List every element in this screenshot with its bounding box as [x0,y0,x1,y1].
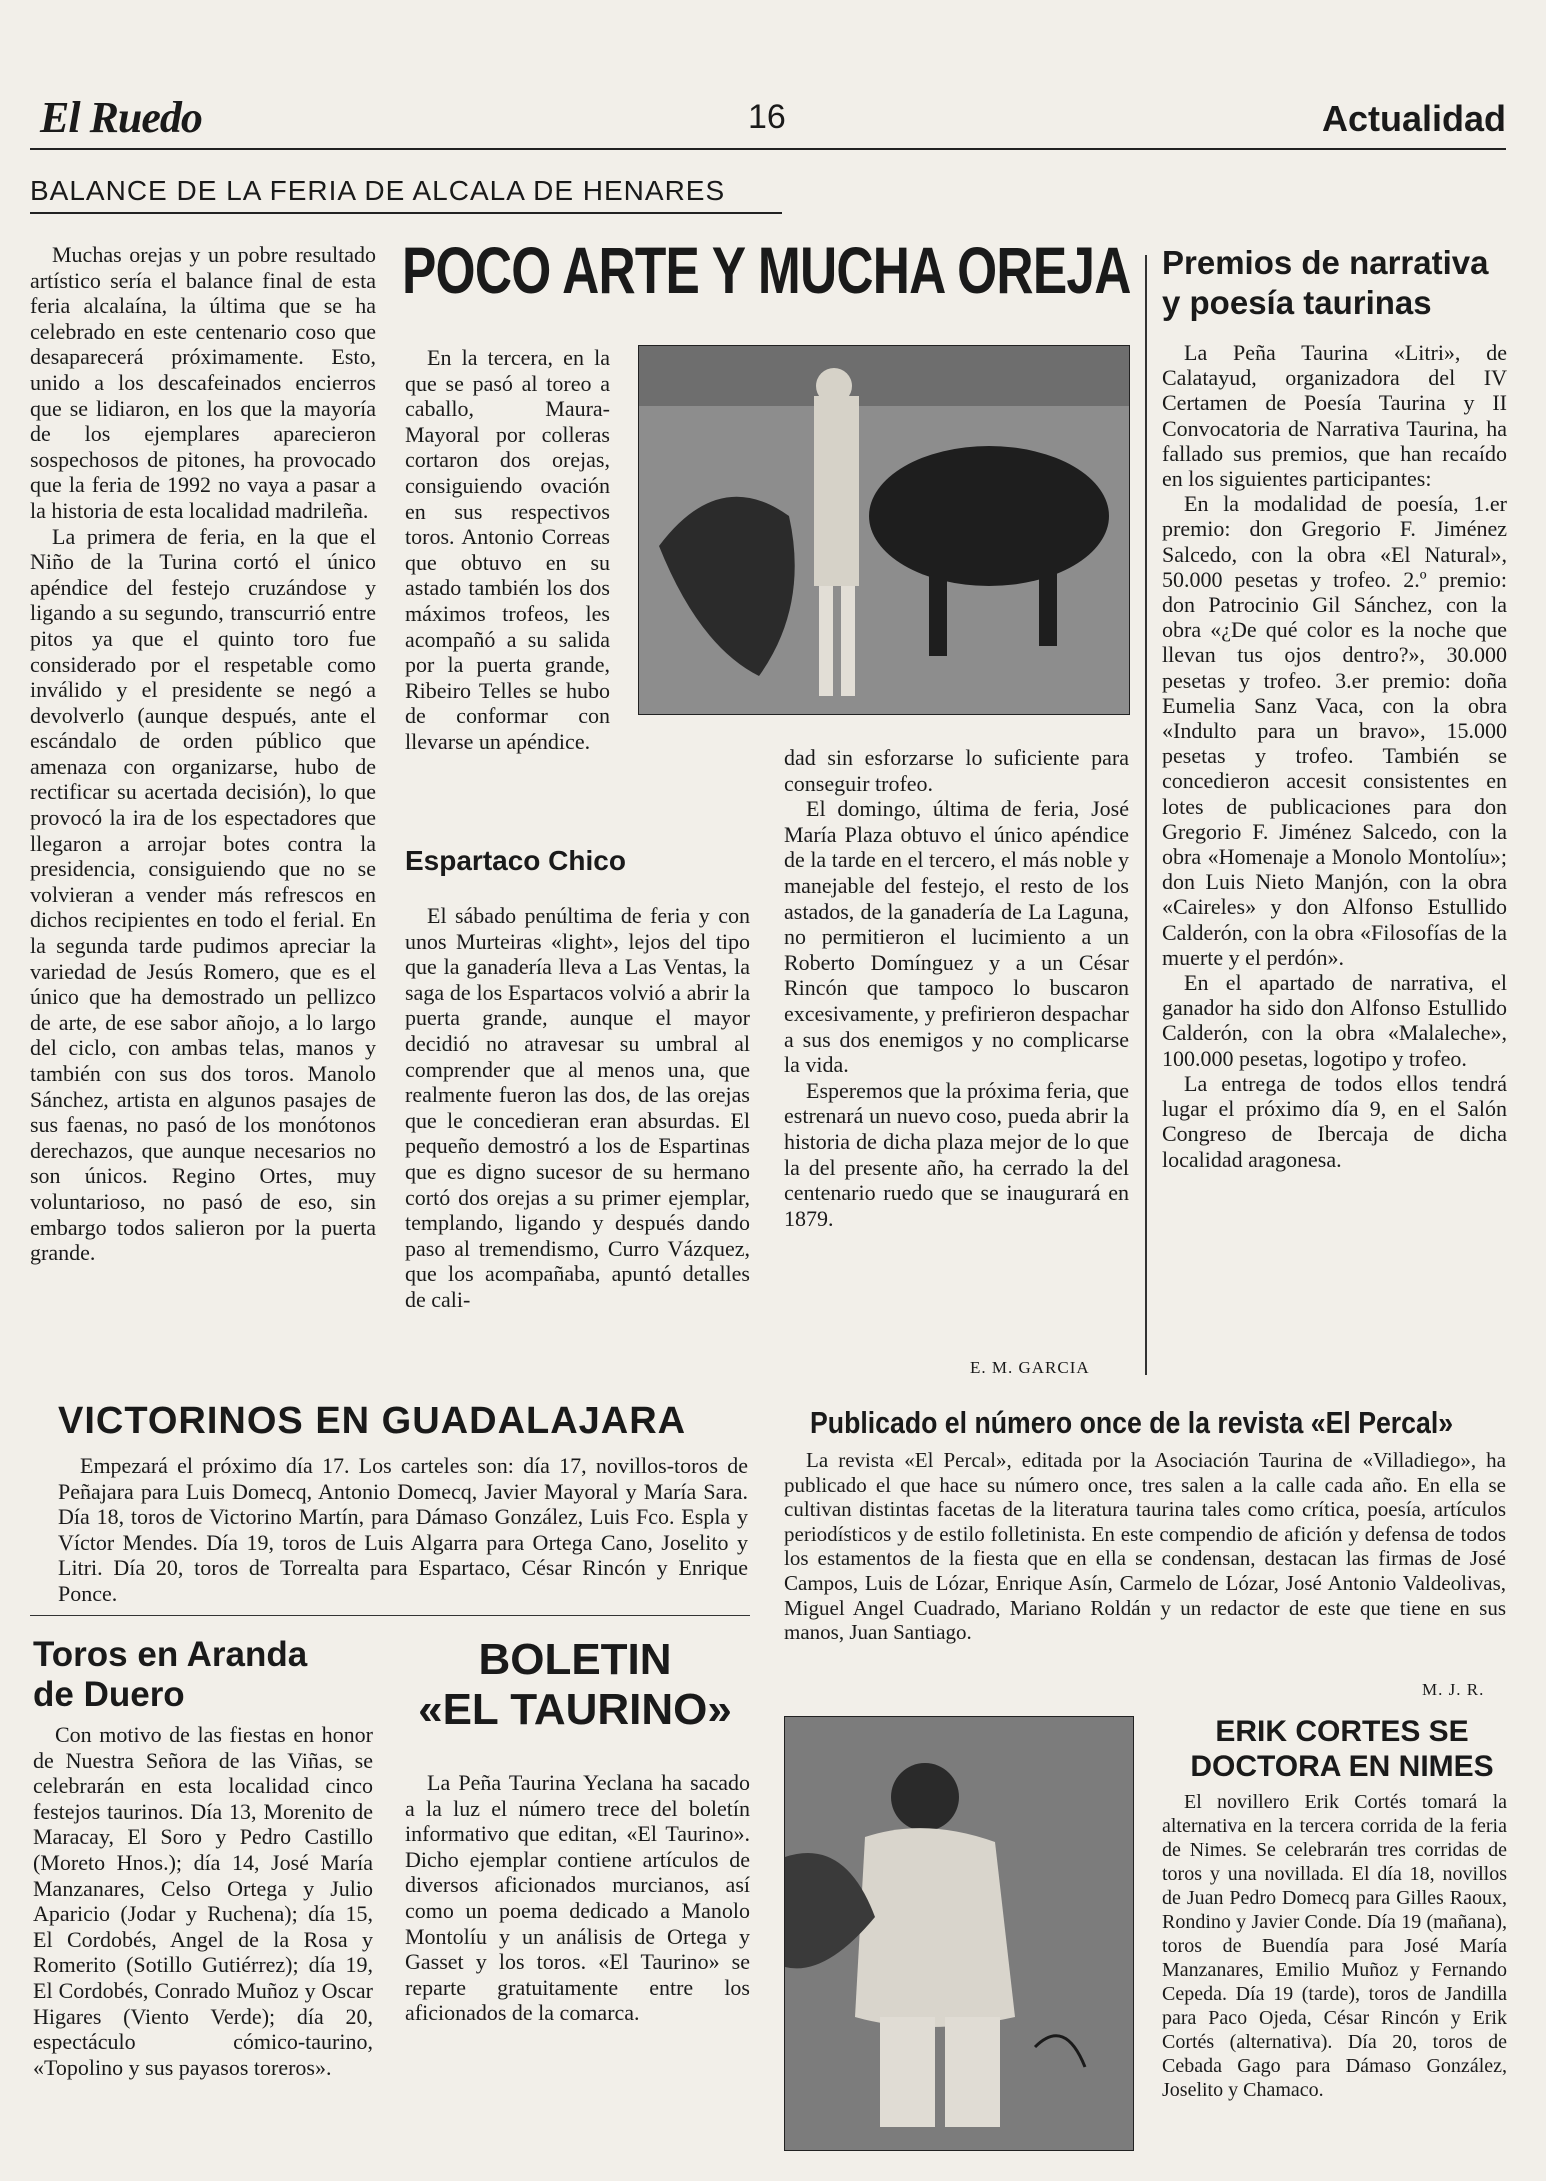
boletin-body [405,1770,750,2026]
paragraph: Muchas orejas y un pobre resultado artístico sería el balance final de esta feria alcalaína, la última que se ha celebrado en este centenario coso que desaparecerá próximamente. Esto, unido a los descafeinados encierros que se lidiaron, en los que la mayoría de los ejemplares aparecieron sospechosos de pitones, ha provocado que la feria de 1992 no vaya a pasar a la historia de esta localidad madrileña. [30,242,376,523]
erik-body [1162,1790,1507,2102]
paragraph: En la tercera, en la que se pasó al toreo a caballo, Maura-Mayoral por colleras cortaron dos orejas, consiguiendo ovación en sus respectivos toros. Antonio Correas que obtuvo en su astado también los dos máximos trofeos, les acompañó a su salida por la puerta grande, Ribeiro Telles se hubo de conformar con llevarse un apéndice. [405,345,610,754]
header-rule [30,148,1506,150]
boletin-headline-line2: «EL TAURINO» [418,1685,732,1734]
torero-illustration [785,1717,1133,2150]
percal-headline: Publicado el número once de la revista «El Percal» [810,1405,1454,1440]
aranda-body [33,1722,373,2080]
erik-headline-line2: DOCTORA EN NIMES [1190,1750,1494,1783]
byline: E. M. GARCIA [970,1358,1090,1377]
kicker-rule [30,212,782,214]
paragraph: La Peña Taurina «Litri», de Calatayud, organizadora del IV Certamen de Poesía Taurina y II Convocatoria de Narrativa Taurina, ha fallado sus premios, que han recaído en los siguientes participantes: [1162,340,1507,492]
paragraph: El sábado penúltima de feria y con unos Murteiras «light», lejos del tipo que la ganadería lleva a Las Ventas, la saga de los Espartacos volvió a abrir la puerta grande, aunque el mayor decidió no atravesar su umbral al comprender que al menos una, que realmente fueron las dos, de las orejas que le concedieran eran absurdas. El pequeño demostró a los de Espartinas que es digno sucesor de su hermano cortó dos orejas a su primer ejemplar, templando, ligando y después dando paso al tremendismo, Curro Vázquez, que los acompañaba, apuntó detalles de cali- [405,903,750,1312]
main-headline: POCO ARTE Y MUCHA OREJA [402,233,1131,307]
paragraph: El domingo, última de feria, José María Plaza obtuvo el único apéndice de la tarde en el tercero, el más noble y manejable del festejo, el resto de los astados, de la ganadería de La Laguna, no permitieron el lucimiento a un Roberto Domínguez y a un César Rincón que tampoco lo buscaron excesivamente, y prefirieron despachar a sus dos enemigos y no complicarse la vida. [784,796,1129,1078]
paragraph: La entrega de todos ellos tendrá lugar el próximo día 9, en el Salón Congreso de Ibercaja de dicha localidad aragonesa. [1162,1070,1507,1172]
bullfight-illustration [639,346,1129,714]
premios-headline [1162,243,1522,323]
paragraph: Empezará el próximo día 17. Los carteles son: día 17, novillos-toros de Peñajara para Luis Domecq, Antonio Domecq, Javier Mayoral y María Sara. Día 18, toros de Victorino Martín, para Dámaso González, Luis Fco. Espla y Víctor Mendes. Día 19, toros de Luis Algarra para Ortega Cano, Joselito y Litri. Día 20, toros de Torrealta para Espartaco, César Rincón y Enrique Ponce. [58,1453,748,1606]
victorinos-headline: VICTORINOS EN GUADALAJARA [58,1400,687,1442]
article-kicker: BALANCE DE LA FERIA DE ALCALA DE HENARES [30,175,726,206]
subhead-espartaco: Espartaco Chico [405,845,626,876]
paragraph: El novillero Erik Cortés tomará la alternativa en la tercera corrida de la feria de Nimes. Se celebrarán tres corridas de toros y una novillada. El día 18, novillos de Juan Pedro Domecq para Gilles Raoux, Rondino y Javier Conde. Día 19 (mañana), toros de Buendía para José María Manzanares, Emilio Muñoz y Fernando Cepeda. Día 19 (tarde), toros de Jandilla para Paco Ojeda, César Rincón y Erik Cortés (alternativa). Día 20, toros de Cebada Gago para Dámaso González, Joselito y Chamaco. [1162,1791,1507,2101]
aranda-headline-line1: Toros en Aranda [33,1635,308,1674]
victorinos-body [58,1453,748,1607]
masthead-logo: El Ruedo [40,93,202,142]
page-number: 16 [748,98,786,136]
bullfight-photo [638,345,1130,715]
paragraph: En la modalidad de poesía, 1.er premio: don Gregorio F. Jiménez Salcedo, con la obra «El Natural», 50.000 pesetas y trofeo. 2.º premio: don Patrocinio Gil Sánchez, con la obra «¿De qué color es la noche que llevan tus ojos dentro?», 30.000 pesetas y trofeo. 3.er premio: doña Eumelia Sanz Vaca, con la obra «Indulto para un bravo», 15.000 pesetas y trofeo. También se concedieron accesit consistentes en lotes de publicaciones para don Gregorio F. Jiménez Salcedo, con la obra «Homenaje a Monolo Montolíu»; don Luis Nieto Manjón, con la obra «Caireles» y don Alfonso Estullido Calderón, con la obra «Filosofías de la muerte y el perdón». [1162,491,1507,970]
paragraph: La revista «El Percal», editada por la Asociación Taurina de «Villadiego», ha publicado el que hace su número once, tres salen a la calle cada año. En ella se cultivan distintas facetas de la literatura taurina tales como crítica, poesía, artículos periodísticos y de estilo folletinista. En este compendio de afición y defensa de todos los estamentos de la fiesta que en ella se condensan, destacan las firmas de José Campos, Luis de Lózar, Enrique Asín, Carmelo de Lózar, José Antonio Valdeolivas, Miguel Angel Cuadrado, Mariano Roldán y un redactor de este que tiene en sus manos, Juan Santiago. [784,1448,1506,1645]
paragraph: dad sin esforzarse lo suficiente para conseguir trofeo. [784,745,1129,796]
erik-headline-line1: ERIK CORTES SE [1215,1715,1469,1748]
main-article-col1 [30,242,376,1266]
percal-byline: M. J. R. [1422,1680,1485,1699]
premios-headline-line1: Premios de narrativa [1162,244,1489,281]
paragraph: Esperemos que la próxima feria, que estrenará un nuevo coso, pueda abrir la historia de dicha plaza mejor de lo que la del presente año, ha cerrado la del centenario ruedo que se inaugurará en 1879. [784,1077,1129,1231]
main-article-col2a [405,345,610,755]
torero-photo [784,1716,1134,2151]
paragraph: La primera de feria, en la que el Niño de la Turina cortó el único apéndice del festejo cruzándose y ligando a su segundo, transcurrió entre pitos ya que el quinto toro fue considerado por el respetable como inválido y el presidente se negó a devolverlo (aunque después, ante el escándalo de orden público que amenaza con organizarse, hubo de rectificar su acertada decisión), lo que provocó la ira de los espectadores que llegaron a arrojar botes contra la presidencia, consiguiendo que no se volvieran a vender más refrescos en dichos recipientes en todo el ferial. En la segunda tarde pudimos apreciar la variedad de Jesús Romero, que es el único que ha demostrado un pellizco de arte, de ese sabor añojo, a lo largo del ciclo, con ambas telas, manos y también con sus dos toros. Manolo Sánchez, artista en algunos pasajes de sus faenas, no pasó de los monótonos derechazos, que aunque necesarios no son únicos. Regino Ortes, muy voluntarioso, no pasó de eso, sin embargo todos salieron por la puerta grande. [30,523,376,1266]
paragraph: Con motivo de las fiestas en honor de Nuestra Señora de las Viñas, se celebrarán en esta localidad cinco festejos taurinos. Día 13, Morenito de Maracay, El Soro y Pedro Castillo (Moreto Hnos.); día 14, José María Manzanares, Celso Ortega y Julio Aparicio (Jodar y Ruchena); día 15, El Cordobés, Angel de la Rosa y Romerito (Sotillo Gutiérrez); día 19, El Cordobés, Conrado Muñoz y Oscar Higares (Viento Verde); día 20, espectáculo cómico-taurino, «Topolino y sus payasos toreros». [33,1722,373,2080]
paragraph: La Peña Taurina Yeclana ha sacado a la luz el número trece del boletín informativo que editan, «El Taurino». Dicho ejemplar contiene artículos de diversos aficionados murcianos, así como un poema dedicado a Manolo Montolíu y un análisis de Ortega y Gasset y los toros. «El Taurino» se reparte gratuitamente entre los aficionados de la comarca. [405,1770,750,2026]
premios-headline-line2: y poesía taurinas [1162,284,1432,321]
paragraph: En el apartado de narrativa, el ganador ha sido don Alfonso Estullido Calderón, con la obra «Malaleche», 100.000 pesetas, logotipo y trofeo. [1162,970,1507,1071]
main-article-col2b [405,903,750,1313]
main-article-col3 [784,745,1129,1231]
boletin-headline-line1: BOLETIN [478,1635,672,1684]
erik-headline [1162,1714,1522,1784]
aranda-headline-line2: de Duero [33,1675,185,1714]
aranda-headline [33,1635,373,1715]
divider [30,1615,750,1616]
premios-body [1162,340,1507,1172]
percal-body [784,1448,1506,1645]
section-title: Actualidad [1321,98,1506,139]
column-rule [1145,255,1147,1375]
boletin-headline [400,1635,750,1735]
